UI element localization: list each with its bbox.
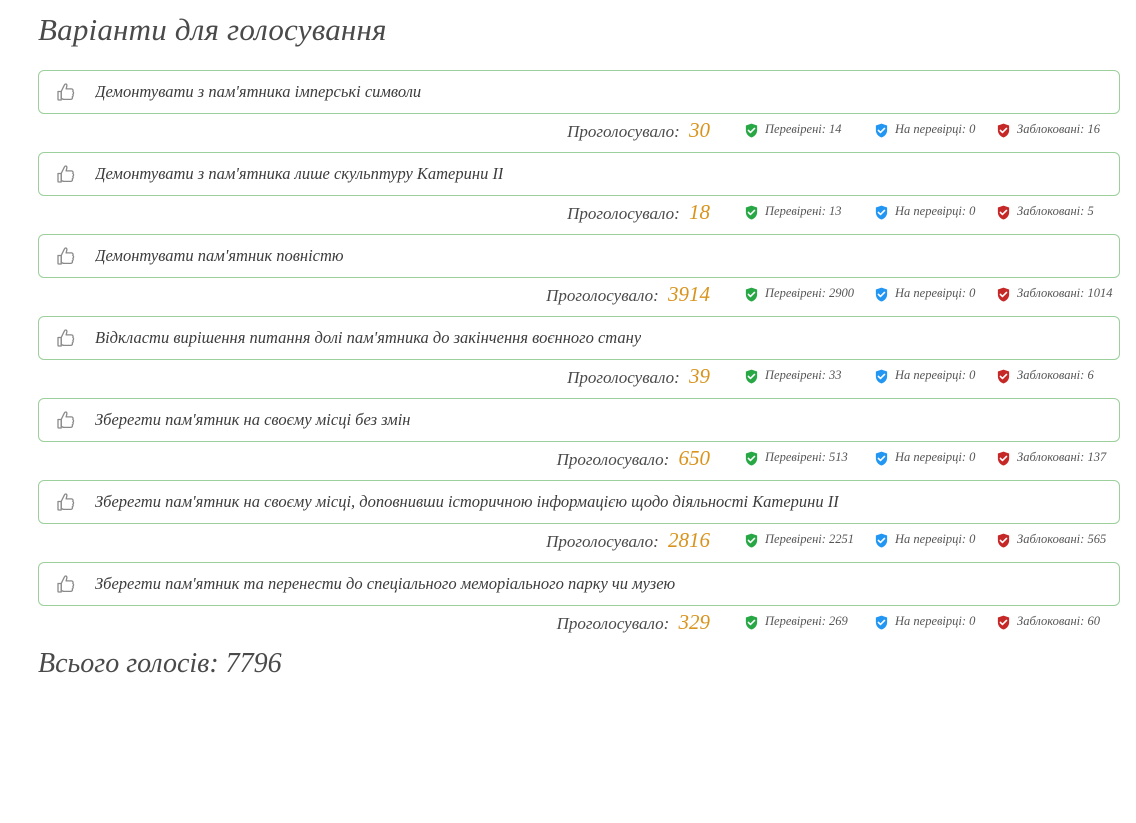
- shield-check-blue-icon: [874, 205, 889, 220]
- voted-total: [557, 446, 710, 471]
- voted-count: 3914: [668, 282, 710, 306]
- stat-pending: [874, 286, 978, 301]
- stat-pending-label: На перевірці:: [895, 532, 967, 546]
- stat-blocked-label: Заблоковані:: [1017, 614, 1085, 628]
- shield-check-red-icon: [996, 533, 1011, 548]
- stat-pending: [874, 368, 978, 383]
- voting-option-label: Демонтувати пам'ятник повністю: [95, 246, 344, 265]
- shield-check-green-icon: [744, 123, 759, 138]
- shield-check-blue-icon: [874, 451, 889, 466]
- shield-check-green-icon: [744, 287, 759, 302]
- shield-check-green-icon: [744, 615, 759, 630]
- stat-verified-value: 13: [829, 204, 842, 218]
- stat-pending-label: На перевірці:: [895, 286, 967, 300]
- stat-verified-value: 2900: [829, 286, 855, 300]
- voting-option-stats: [38, 524, 1120, 550]
- voted-count: 650: [678, 446, 710, 470]
- voting-option-card[interactable]: [38, 480, 1120, 524]
- shield-check-green-icon: [744, 205, 759, 220]
- shield-check-red-icon: [996, 123, 1011, 138]
- stat-verified-value: 513: [829, 450, 848, 464]
- stat-blocked-label: Заблоковані:: [1017, 286, 1085, 300]
- voting-option: [38, 480, 1120, 550]
- voting-option-label: Демонтувати з пам'ятника імперські символи: [95, 82, 422, 101]
- stat-verified: [744, 532, 856, 547]
- stat-verified-label: Перевірені:: [765, 450, 826, 464]
- stat-pending-label: На перевірці:: [895, 204, 967, 218]
- shield-check-green-icon: [744, 369, 759, 384]
- thumbs-up-icon[interactable]: [53, 407, 79, 433]
- stat-pending-value: 0: [969, 450, 976, 464]
- stat-pending: [874, 204, 978, 219]
- thumbs-up-icon[interactable]: [53, 161, 79, 187]
- stat-verified-label: Перевірені:: [765, 614, 826, 628]
- stat-verified: [744, 450, 856, 465]
- stat-blocked-value: 5: [1087, 204, 1094, 218]
- shield-check-red-icon: [996, 451, 1011, 466]
- voting-option-stats: [38, 278, 1120, 304]
- voting-option-card[interactable]: [38, 70, 1120, 114]
- shield-check-blue-icon: [874, 287, 889, 302]
- stat-verified: [744, 204, 856, 219]
- stat-verified-value: 33: [829, 368, 842, 382]
- voting-option-stats: [38, 606, 1120, 632]
- stat-verified: [744, 614, 856, 629]
- stat-blocked: [996, 532, 1116, 547]
- voted-label: Проголосувало:: [567, 204, 680, 223]
- stat-pending-value: 0: [969, 368, 976, 382]
- voting-option-card[interactable]: [38, 234, 1120, 278]
- voted-count: 329: [678, 610, 710, 634]
- voted-total: [546, 282, 710, 307]
- voting-option: [38, 152, 1120, 222]
- stat-blocked-value: 60: [1087, 614, 1100, 628]
- stat-pending-value: 0: [969, 286, 976, 300]
- total-votes: Всього голосів: 7796: [38, 648, 282, 679]
- shield-check-red-icon: [996, 615, 1011, 630]
- voted-total: [546, 528, 710, 553]
- voted-label: Проголосувало:: [567, 122, 680, 141]
- voting-option-label: Зберегти пам'ятник на своєму місці, доповнивши історичною інформацією щодо діяльності Катерини II: [95, 492, 839, 511]
- shield-check-blue-icon: [874, 533, 889, 548]
- shield-check-red-icon: [996, 369, 1011, 384]
- stat-pending-label: На перевірці:: [895, 368, 967, 382]
- voting-option-label: Відкласти вирішення питання долі пам'ятника до закінчення воєнного стану: [95, 328, 642, 347]
- voting-options-list: [38, 70, 1120, 632]
- shield-check-green-icon: [744, 533, 759, 548]
- stat-blocked-label: Заблоковані:: [1017, 204, 1085, 218]
- stat-blocked: [996, 122, 1116, 137]
- stat-blocked-label: Заблоковані:: [1017, 532, 1085, 546]
- stat-pending: [874, 614, 978, 629]
- voting-option-stats: [38, 114, 1120, 140]
- shield-check-green-icon: [744, 451, 759, 466]
- stat-verified-label: Перевірені:: [765, 122, 826, 136]
- stat-verified: [744, 368, 856, 383]
- stat-pending: [874, 532, 978, 547]
- voted-label: Проголосувало:: [546, 286, 659, 305]
- stat-pending-value: 0: [969, 532, 976, 546]
- voting-option-card[interactable]: [38, 398, 1120, 442]
- stat-pending: [874, 122, 978, 137]
- stat-pending: [874, 450, 978, 465]
- stat-pending-value: 0: [969, 614, 976, 628]
- voting-option-card[interactable]: [38, 316, 1120, 360]
- voted-label: Проголосувало:: [556, 450, 670, 469]
- thumbs-up-icon[interactable]: [53, 571, 79, 597]
- stat-verified-value: 14: [829, 122, 842, 136]
- stat-verified-label: Перевірені:: [765, 204, 826, 218]
- voting-option-label: Демонтувати з пам'ятника лише скульптуру Катерини II: [95, 164, 504, 183]
- stat-blocked-value: 16: [1087, 122, 1100, 136]
- stat-pending-value: 0: [969, 204, 976, 218]
- voting-option-stats: [38, 196, 1120, 222]
- thumbs-up-icon[interactable]: [53, 79, 79, 105]
- voted-count: 18: [689, 200, 710, 224]
- voted-label: Проголосувало:: [546, 532, 659, 551]
- voting-option: [38, 70, 1120, 140]
- voting-option-stats: [38, 360, 1120, 386]
- stat-verified-value: 2251: [829, 532, 855, 546]
- stat-blocked-label: Заблоковані:: [1017, 122, 1085, 136]
- stat-pending-label: На перевірці:: [895, 614, 967, 628]
- voting-option-label: Зберегти пам'ятник на своєму місці без змін: [95, 410, 411, 429]
- voting-option-label: Зберегти пам'ятник та перенести до спеціального меморіального парку чи музею: [95, 574, 676, 593]
- shield-check-blue-icon: [874, 369, 889, 384]
- shield-check-red-icon: [996, 205, 1011, 220]
- voting-option: [38, 398, 1120, 468]
- stat-blocked-label: Заблоковані:: [1017, 450, 1085, 464]
- voting-page: [0, 12, 1136, 680]
- voting-option: [38, 562, 1120, 632]
- shield-check-blue-icon: [874, 123, 889, 138]
- stat-verified-label: Перевірені:: [765, 368, 826, 382]
- stat-blocked-value: 137: [1087, 450, 1107, 464]
- stat-verified: [744, 286, 856, 301]
- stat-blocked: [996, 450, 1116, 465]
- stat-pending-label: На перевірці:: [895, 450, 967, 464]
- stat-blocked: [996, 286, 1116, 301]
- voted-total: [567, 364, 710, 389]
- thumbs-up-icon[interactable]: [53, 325, 79, 351]
- stat-blocked: [996, 614, 1116, 629]
- voted-label: Проголосувало:: [556, 614, 670, 633]
- thumbs-up-icon[interactable]: [53, 243, 79, 269]
- voting-option-stats: [38, 442, 1120, 468]
- stat-blocked: [996, 204, 1116, 219]
- stat-blocked: [996, 368, 1116, 383]
- voting-option: [38, 316, 1120, 386]
- voted-count: 39: [689, 364, 710, 388]
- stat-pending-value: 0: [969, 122, 976, 136]
- stat-verified: [744, 122, 856, 137]
- voting-option-card[interactable]: [38, 562, 1120, 606]
- voted-count: 30: [689, 118, 710, 142]
- stat-verified-label: Перевірені:: [765, 286, 826, 300]
- voted-label: Проголосувало:: [567, 368, 680, 387]
- voted-total: [567, 200, 710, 225]
- shield-check-red-icon: [996, 287, 1011, 302]
- voting-option: [38, 234, 1120, 304]
- stat-blocked-label: Заблоковані:: [1017, 368, 1085, 382]
- stat-blocked-value: 6: [1087, 368, 1094, 382]
- stat-verified-value: 269: [829, 614, 848, 628]
- shield-check-blue-icon: [874, 615, 889, 630]
- voting-option-card[interactable]: [38, 152, 1120, 196]
- stat-blocked-value: 565: [1087, 532, 1107, 546]
- thumbs-up-icon[interactable]: [53, 489, 79, 515]
- stat-verified-label: Перевірені:: [765, 532, 826, 546]
- voted-count: 2816: [668, 528, 710, 552]
- stat-blocked-value: 1014: [1087, 286, 1113, 300]
- voted-total: [557, 610, 710, 635]
- page-title: Варіанти для голосування: [38, 12, 387, 47]
- voted-total: [567, 118, 710, 143]
- stat-pending-label: На перевірці:: [895, 122, 967, 136]
